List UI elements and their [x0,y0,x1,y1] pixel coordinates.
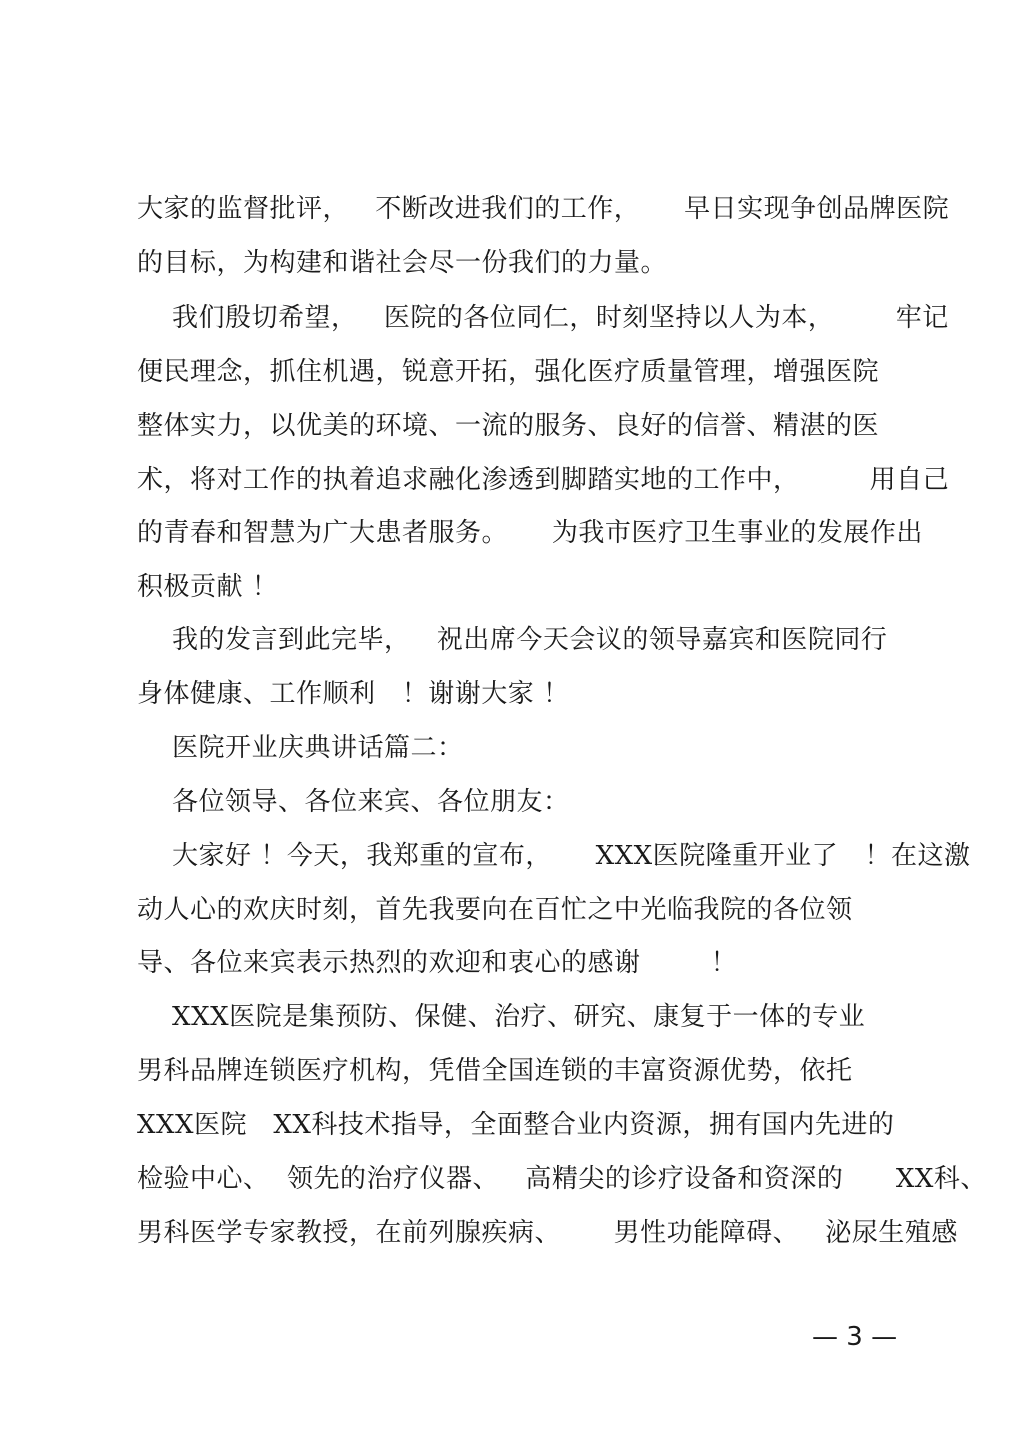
text-line: 男科医学专家教授，在前列腺疾病、 男性功能障碍、 泌尿生殖感 [137,1218,958,1248]
text-line: 男科品牌连锁医疗机构，凭借全国连锁的丰富资源优势，依托 [137,1056,853,1086]
text-line: 动人心的欢庆时刻，首先我要向在百忙之中光临我院的各位领 [137,895,853,925]
text-line: 的青春和智慧为广大患者服务。 为我市医疗卫生事业的发展作出 [137,518,923,548]
text-line: 我们殷切希望， 医院的各位同仁，时刻坚持以人为本， 牢记 [137,303,949,333]
text-line: XXX医院 XX科技术指导，全面整合业内资源，拥有国内先进的 [137,1110,895,1140]
text-line: 术，将对工作的执着追求融化渗透到脚踏实地的工作中， 用自己 [137,465,950,495]
text-line: 的目标，为构建和谐社会尽一份我们的力量。 [137,248,668,278]
text-line: 大家好 ！今天，我郑重的宣布， XXX医院隆重开业了 ！在这激 [137,841,971,871]
section-heading: 医院开业庆典讲话篇二： [137,733,464,763]
text-line: 大家的监督批评， 不断改进我们的工作， 早日实现争创品牌医院 [137,194,950,224]
text-line: 身体健康、工作顺利 ！谢谢大家 ！ [137,679,570,709]
salutation-line: 各位领导、各位来宾、各位朋友： [137,787,570,817]
text-line: 整体实力，以优美的环境、一流的服务、良好的信誉、精湛的医 [137,411,880,441]
text-line: 积极贡献 ！ [137,572,279,602]
text-line: 我的发言到此完毕， 祝出席今天会议的领导嘉宾和医院同行 [137,625,888,655]
text-line: XXX医院是集预防、保健、治疗、研究、康复于一体的专业 [137,1002,866,1032]
text-line: 便民理念，抓住机遇，锐意开拓，强化医疗质量管理，增强医院 [137,357,880,387]
text-line: 导、各位来宾表示热烈的欢迎和衷心的感谢 ！ [137,948,738,978]
text-line: 检验中心、 领先的治疗仪器、 高精尖的诊疗设备和资深的 XX科、 [137,1164,987,1194]
page-number: — 3 — [812,1322,898,1352]
